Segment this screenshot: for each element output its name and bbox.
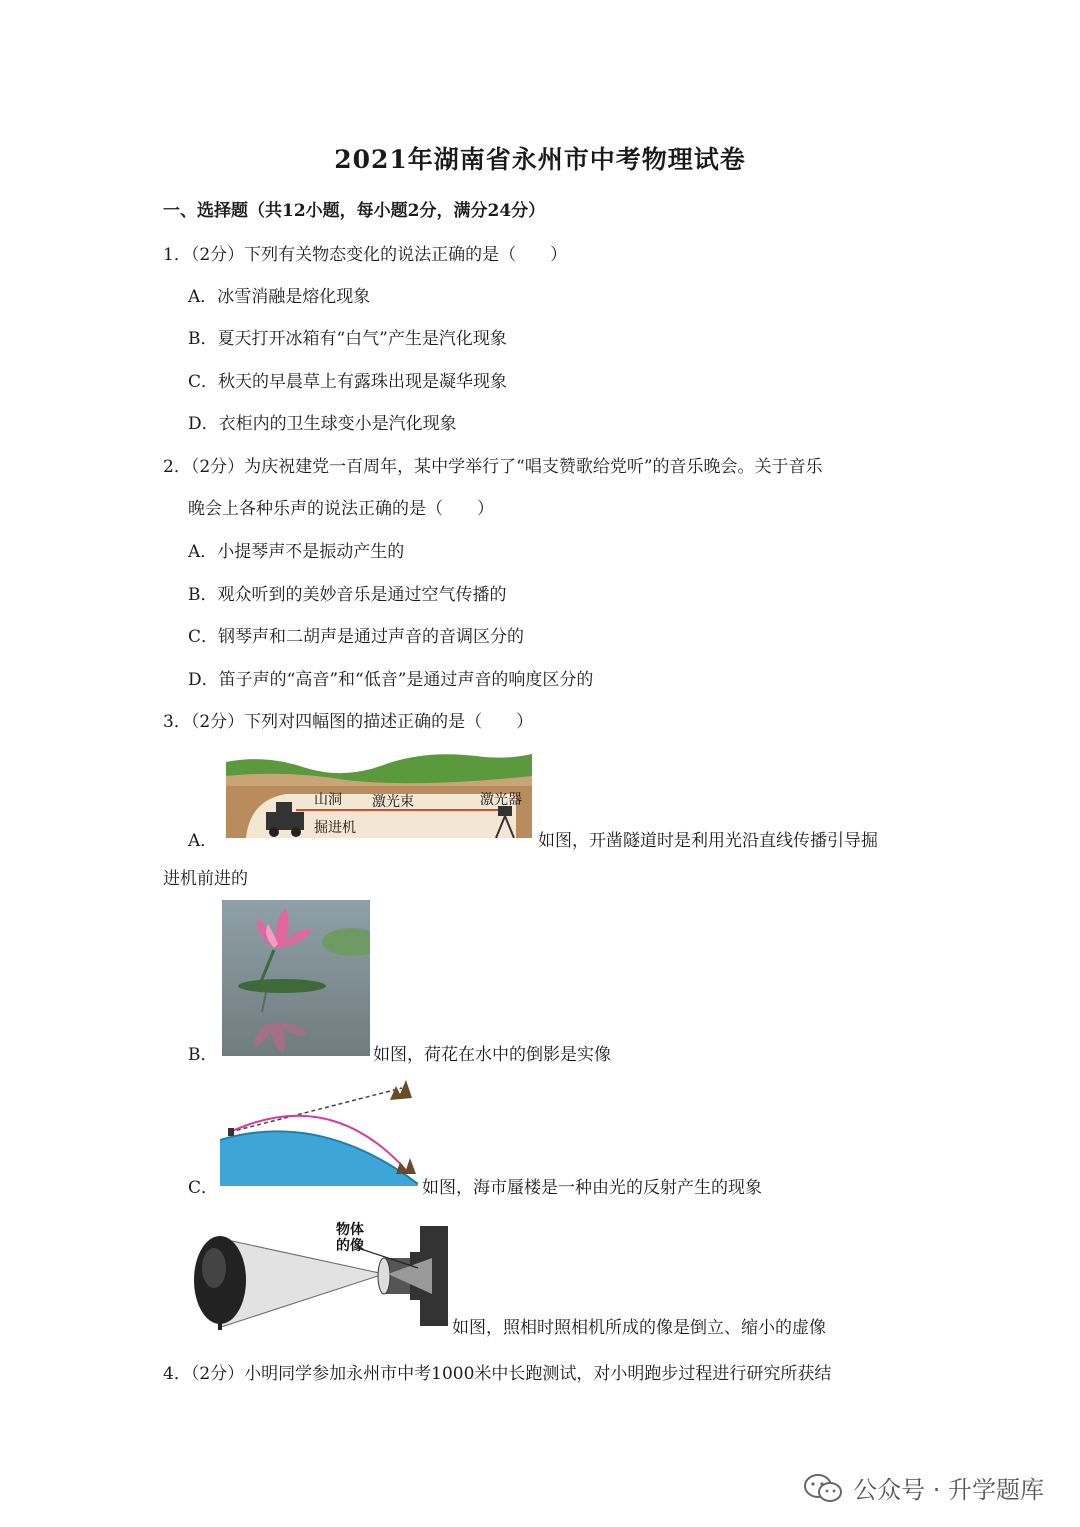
page-title: 2021年湖南省永州市中考物理试卷 [334,145,746,174]
q3-option-a-text-cont: 进机前进的 [163,869,248,889]
q3-option-c-letter: C． [188,1178,219,1198]
q3-option-c-text: 如图，海市蜃楼是一种由光的反射产生的现象 [422,1178,762,1198]
q2-option-b: B．观众听到的美妙音乐是通过空气传播的 [188,585,507,605]
q1-option-a: A．冰雪消融是熔化现象 [188,287,371,307]
watermark-text: 公众号 · 升学题库 [853,1476,1044,1504]
section-heading: 一、选择题（共12小题，每小题2分，满分24分） [163,201,546,221]
tunnel-label-cave: 山洞 [314,792,342,808]
q4-stem: 4．（2分）小明同学参加永州市中考1000米中长跑测试，对小明跑步过程进行研究所获结 [163,1364,832,1384]
tunnel-label-laser: 激光器 [480,792,522,808]
tunnel-label-beam: 激光束 [372,794,414,810]
camera-figure [188,1218,448,1334]
camera-label-line2: 的像 [336,1238,364,1254]
camera-label-line1: 物体 [336,1222,364,1238]
q2-stem-line1: 2．（2分）为庆祝建党一百周年，某中学举行了“唱支赞歌给党听”的音乐晚会。关于音乐 [163,457,823,477]
q1-stem: 1．（2分）下列有关物态变化的说法正确的是（ ） [163,245,568,265]
q1-option-d: D．衣柜内的卫生球变小是汽化现象 [188,414,457,434]
q1-option-b: B．夏天打开冰箱有“白气”产生是汽化现象 [188,329,507,349]
q2-option-a: A．小提琴声不是振动产生的 [188,542,405,562]
q3-stem: 3．（2分）下列对四幅图的描述正确的是（ ） [163,712,534,732]
q3-option-b-text: 如图，荷花在水中的倒影是实像 [373,1045,611,1065]
q1-option-c: C．秋天的早晨草上有露珠出现是凝华现象 [188,372,508,392]
tunnel-figure [226,750,532,838]
q3-option-a-letter: A． [188,831,218,851]
tunnel-label-machine: 掘进机 [314,820,356,836]
q2-stem-line2: 晚会上各种乐声的说法正确的是（ ） [188,499,494,519]
wechat-icon [803,1473,843,1503]
mirage-figure [220,1074,418,1186]
q3-option-b-letter: B． [188,1045,218,1065]
q3-option-d-text: 如图，照相时照相机所成的像是倒立、缩小的虚像 [452,1318,826,1338]
q2-option-c: C．钢琴声和二胡声是通过声音的音调区分的 [188,627,525,647]
lotus-figure [222,900,370,1056]
watermark [803,1470,1044,1505]
q2-option-d: D．笛子声的“高音”和“低音”是通过声音的响度区分的 [188,670,594,690]
q3-option-a-text: 如图，开凿隧道时是利用光沿直线传播引导掘 [538,831,878,851]
